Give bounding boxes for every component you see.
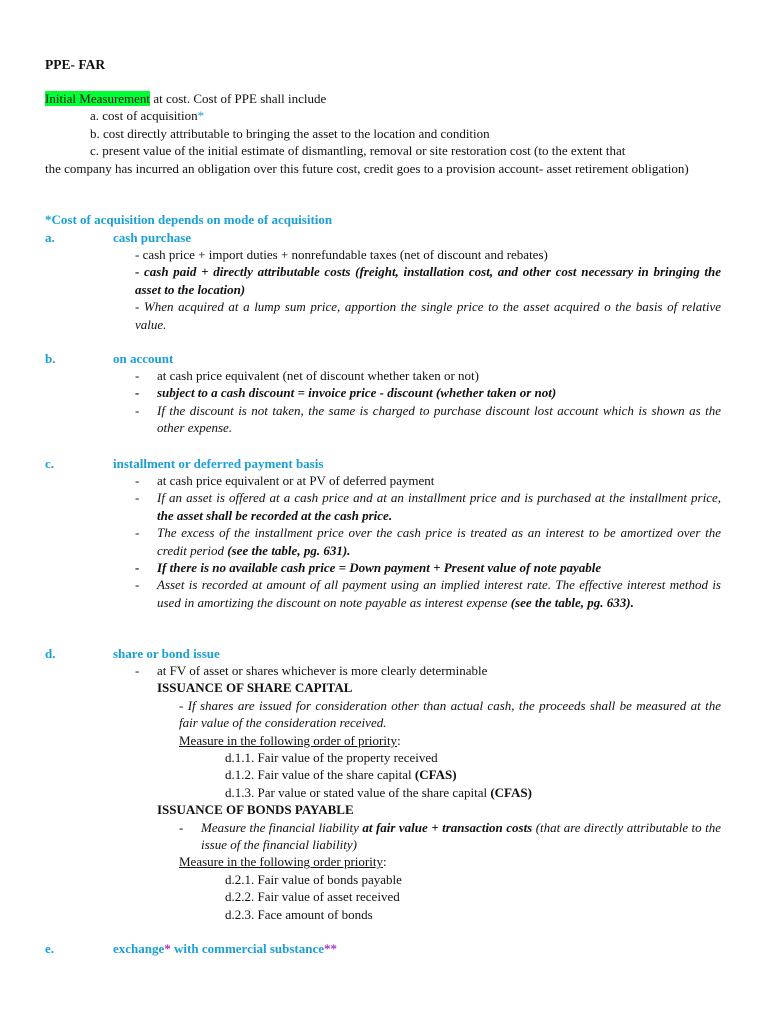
- priority-d23: d.2.3. Face amount of bonds: [225, 906, 373, 922]
- bond-order-line: Measure in the following order priority:: [179, 854, 387, 870]
- section-c-item2: - If an asset is offered at a cash price and at an installment price and is purchased at the installment price, the asset shall be recorded at the cash price.: [135, 489, 721, 524]
- section-b-item1: - at cash price equivalent (net of discount whether taken or not): [135, 367, 721, 384]
- section-c-title: installment or deferred payment basis: [113, 456, 324, 471]
- bonds-payable-heading: ISSUANCE OF BONDS PAYABLE: [157, 802, 354, 818]
- intro-section: [45, 90, 723, 177]
- intro-item-c-cont: the company has incurred an obligation over this future cost, credit goes to a provision account- asset retirement obligation): [45, 160, 689, 176]
- section-d-body: [135, 662, 721, 923]
- section-d-item1: - at FV of asset or shares whichever is more clearly determinable: [135, 662, 721, 679]
- section-b-title: on account: [113, 351, 174, 366]
- share-order-line: Measure in the following order of priority:: [179, 732, 401, 748]
- section-e-title: exchange* with commercial substance**: [113, 941, 337, 956]
- priority-d21: d.2.1. Fair value of bonds payable: [225, 871, 402, 887]
- section-d-title: share or bond issue: [113, 646, 220, 661]
- bonds-measure-item: - Measure the financial liability at fair value + transaction costs (that are directly attributable to the issue of the financial liability): [179, 819, 721, 854]
- section-a-line2: - cash paid + directly attributable costs (freight, installation cost, and other cost necessary in bringing the asset to the location): [135, 264, 721, 297]
- section-e-label: e.: [45, 941, 55, 956]
- footnote-double-star: **: [324, 941, 337, 956]
- section-c-body: [135, 472, 721, 611]
- priority-d11: d.1.1. Fair value of the property received: [225, 750, 438, 766]
- section-c-item5: - Asset is recorded at amount of all payment using an implied interest rate. The effective interest method is used in amortizing the discount on note payable as interest expense (see the table, pg. 633).: [135, 576, 721, 611]
- priority-d13: d.1.3. Par value or stated value of the share capital (CFAS): [225, 784, 532, 800]
- section-a-title: cash purchase: [113, 230, 192, 245]
- section-b-label: b.: [45, 351, 56, 366]
- section-b-body: [135, 367, 721, 437]
- section-c-item4: - If there is no available cash price = Down payment + Present value of note payable: [135, 559, 721, 576]
- section-c-label: c.: [45, 456, 55, 471]
- intro-item-c: c. present value of the initial estimate of dismantling, removal or site restoration cost (to the extent that: [90, 143, 626, 159]
- footnote-star: *: [164, 941, 171, 956]
- cost-heading: *Cost of acquisition depends on mode of acquisition: [45, 212, 333, 227]
- share-capital-text: - If shares are issued for consideration other than actual cash, the proceeds shall be measured at the fair value of the consideration received.: [179, 697, 721, 731]
- intro-item-a: a. cost of acquisition*: [90, 108, 205, 124]
- section-a-label: a.: [45, 230, 55, 245]
- priority-d12: d.1.2. Fair value of the share capital (CFAS): [225, 767, 457, 783]
- section-d-label: d.: [45, 646, 56, 661]
- footnote-star: *: [197, 108, 205, 124]
- intro-line: Initial Measurement at cost. Cost of PPE shall include: [45, 91, 327, 106]
- share-capital-heading: ISSUANCE OF SHARE CAPITAL: [157, 680, 353, 696]
- highlighted-term: Initial Measurement: [45, 91, 151, 106]
- section-b-item3: - If the discount is not taken, the same is charged to purchase discount lost account which is shown as the other expense.: [135, 402, 721, 437]
- intro-item-b: b. cost directly attributable to bringing the asset to the location and condition: [90, 125, 490, 141]
- section-b-item2: - subject to a cash discount = invoice price - discount (whether taken or not): [135, 384, 721, 401]
- priority-d22: d.2.2. Fair value of asset received: [225, 889, 400, 905]
- section-a-line1: - cash price + import duties + nonrefundable taxes (net of discount and rebates): [135, 247, 548, 262]
- section-a-body: [135, 246, 721, 333]
- section-c-item1: - at cash price equivalent or at PV of deferred payment: [135, 472, 721, 489]
- doc-title: PPE- FAR: [45, 57, 106, 72]
- section-c-item3: - The excess of the installment price over the cash price is treated as an interest to be amortized over the credit period (see the table, pg. 631).: [135, 524, 721, 559]
- section-a-line3: - When acquired at a lump sum price, apportion the single price to the asset acquired o the basis of relative value.: [135, 299, 721, 332]
- bond-priority-list: [157, 871, 721, 923]
- share-priority-list: [157, 749, 721, 801]
